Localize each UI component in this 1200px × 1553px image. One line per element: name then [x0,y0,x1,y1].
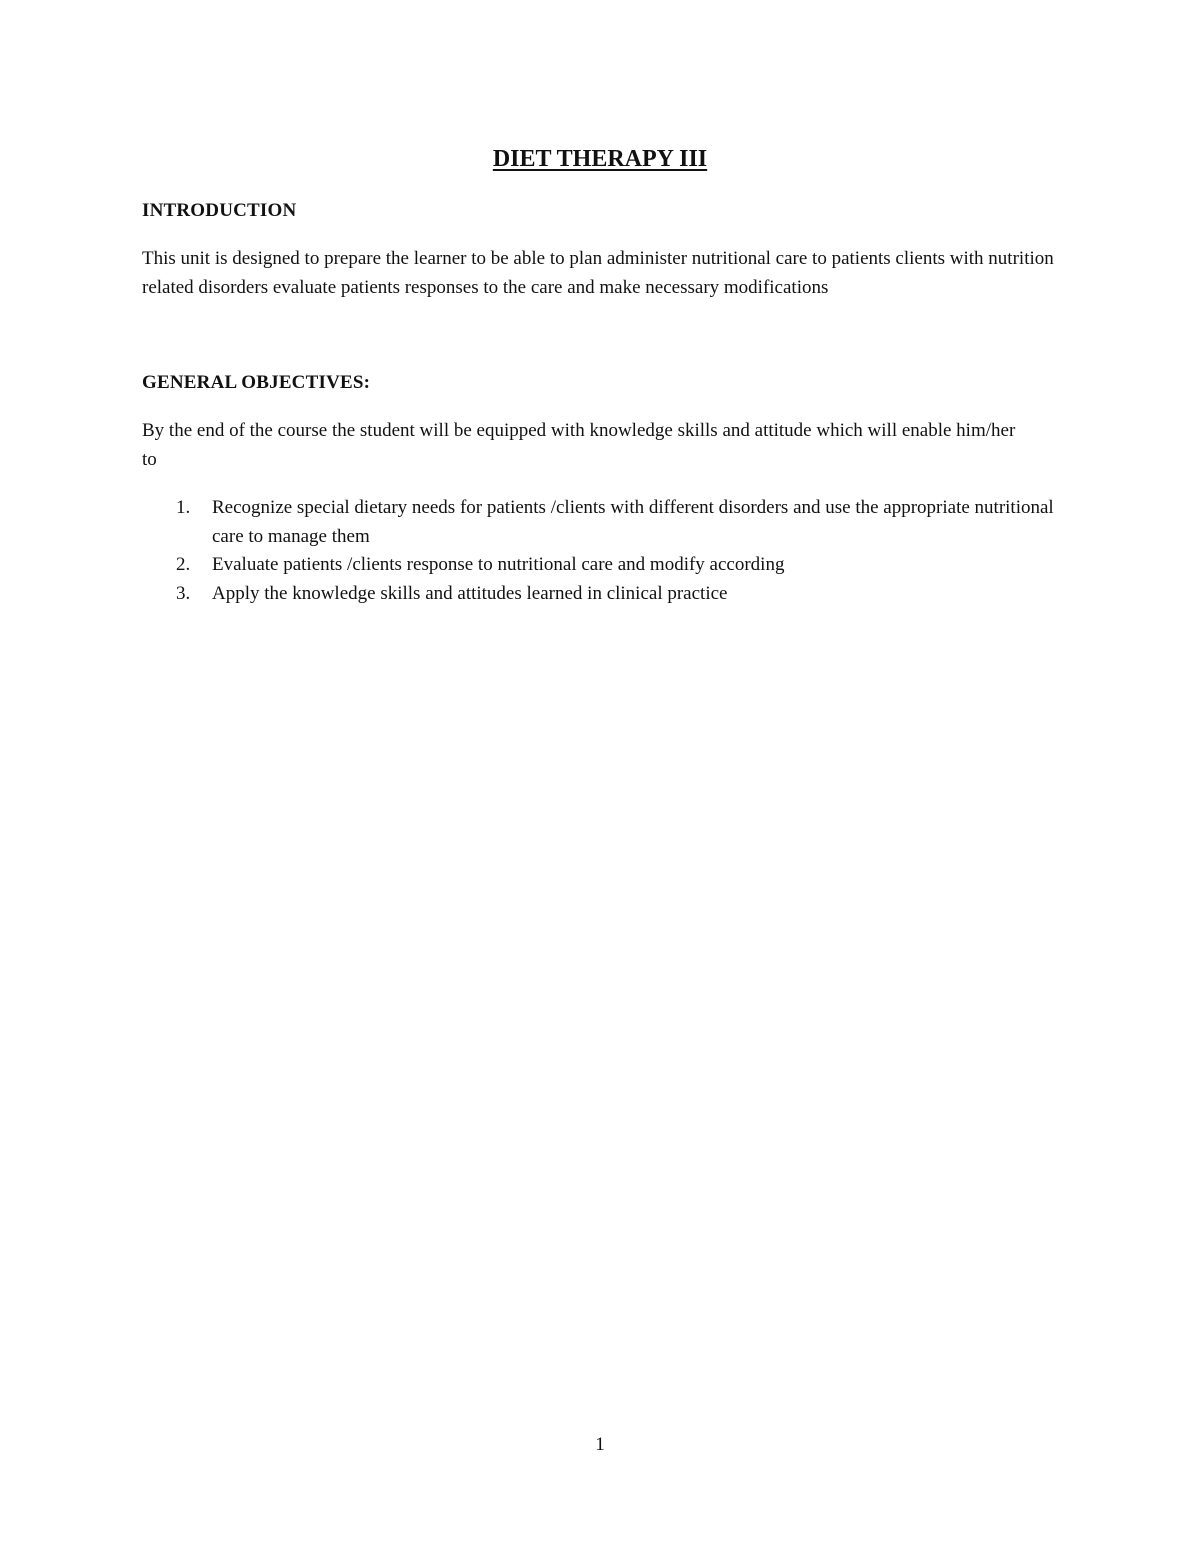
introduction-heading: INTRODUCTION [142,200,297,221]
introduction-paragraph: This unit is designed to prepare the learner to be able to plan administer nutritional care to patients clients with nutrition related disorders evaluate patients responses to the care and make necessary modifications [142,248,1054,298]
general-objectives-heading: GENERAL OBJECTIVES: [142,372,371,393]
list-item [142,580,1062,609]
list-item-text: Evaluate patients /clients response to nutritional care and modify according [212,554,785,575]
objectives-list [142,494,1062,608]
page-number: 1 [595,1434,605,1455]
list-item [142,494,1062,551]
general-objectives-intro: By the end of the course the student will be equipped with knowledge skills and attitude which will enable him/her to [142,420,1016,470]
list-item-text: Recognize special dietary needs for patients /clients with different disorders and use the appropriate nutritional care to manage them [212,497,1054,547]
list-item-number: 2. [176,554,191,575]
list-item-number: 1. [176,497,191,518]
document-title: DIET THERAPY III [492,146,708,172]
list-item [142,551,1062,580]
list-item-text: Apply the knowledge skills and attitudes learned in clinical practice [212,582,728,604]
list-item-number: 3. [176,582,191,604]
